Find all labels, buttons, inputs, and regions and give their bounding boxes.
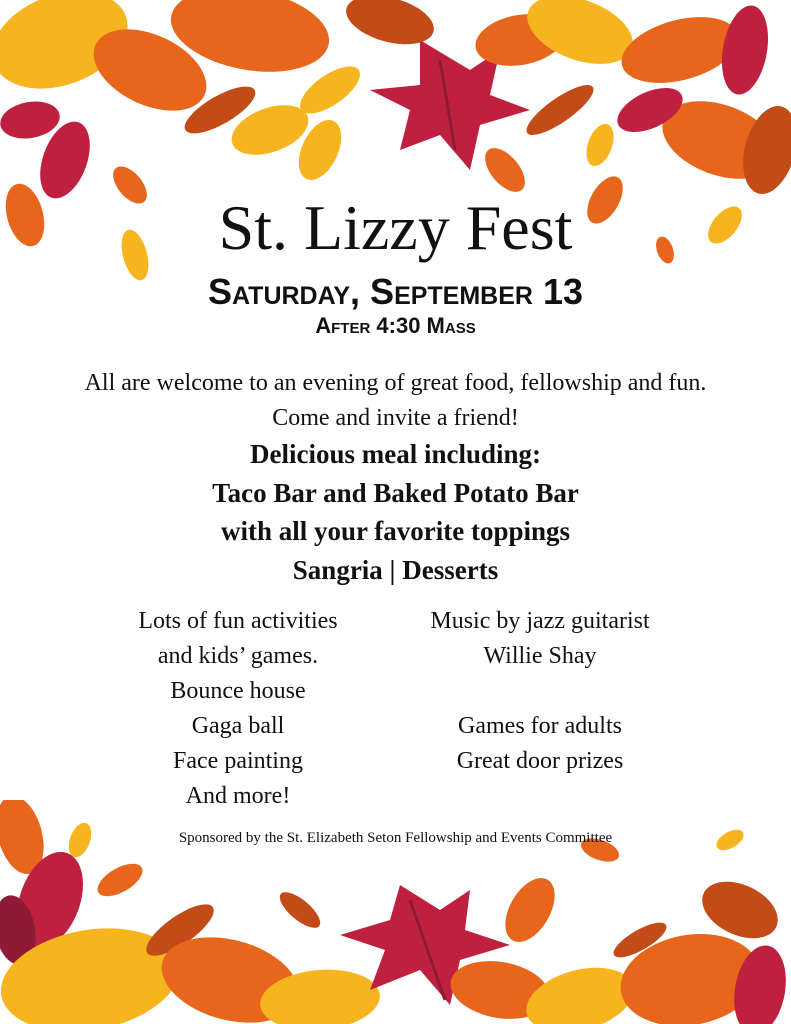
- welcome-text-line2: Come and invite a friend!: [272, 405, 519, 431]
- activities-left-column: [88, 604, 388, 814]
- activity-item: Face painting: [173, 748, 303, 774]
- welcome-text-line1: All are welcome to an evening of great food, fellowship and fun.: [84, 370, 707, 396]
- menu-item: Taco Bar and Baked Potato Bar: [212, 478, 579, 508]
- sponsor-line: Sponsored by the St. Elizabeth Seton Fellowship and Events Committee: [178, 830, 613, 846]
- activities-right-column: [390, 604, 690, 779]
- activity-item: Great door prizes: [456, 748, 624, 774]
- activity-item: Willie Shay: [483, 643, 597, 669]
- event-date: Saturday, September 13: [207, 271, 584, 312]
- event-time: After 4:30 Mass: [315, 313, 476, 338]
- menu-heading: Delicious meal including:: [249, 439, 541, 469]
- activity-item: Lots of fun activities: [138, 608, 338, 634]
- activity-item: Bounce house: [170, 678, 306, 704]
- activity-item: Music by jazz guitarist: [430, 608, 650, 634]
- activity-item: And more!: [185, 783, 291, 809]
- menu-item: Sangria | Desserts: [292, 555, 499, 585]
- activity-spacer: [390, 674, 690, 709]
- activity-item: Games for adults: [458, 713, 622, 739]
- activity-item: Gaga ball: [191, 713, 285, 739]
- event-title: St. Lizzy Fest: [218, 192, 573, 263]
- activity-item: and kids’ games.: [157, 643, 319, 669]
- menu-item: with all your favorite toppings: [220, 516, 571, 546]
